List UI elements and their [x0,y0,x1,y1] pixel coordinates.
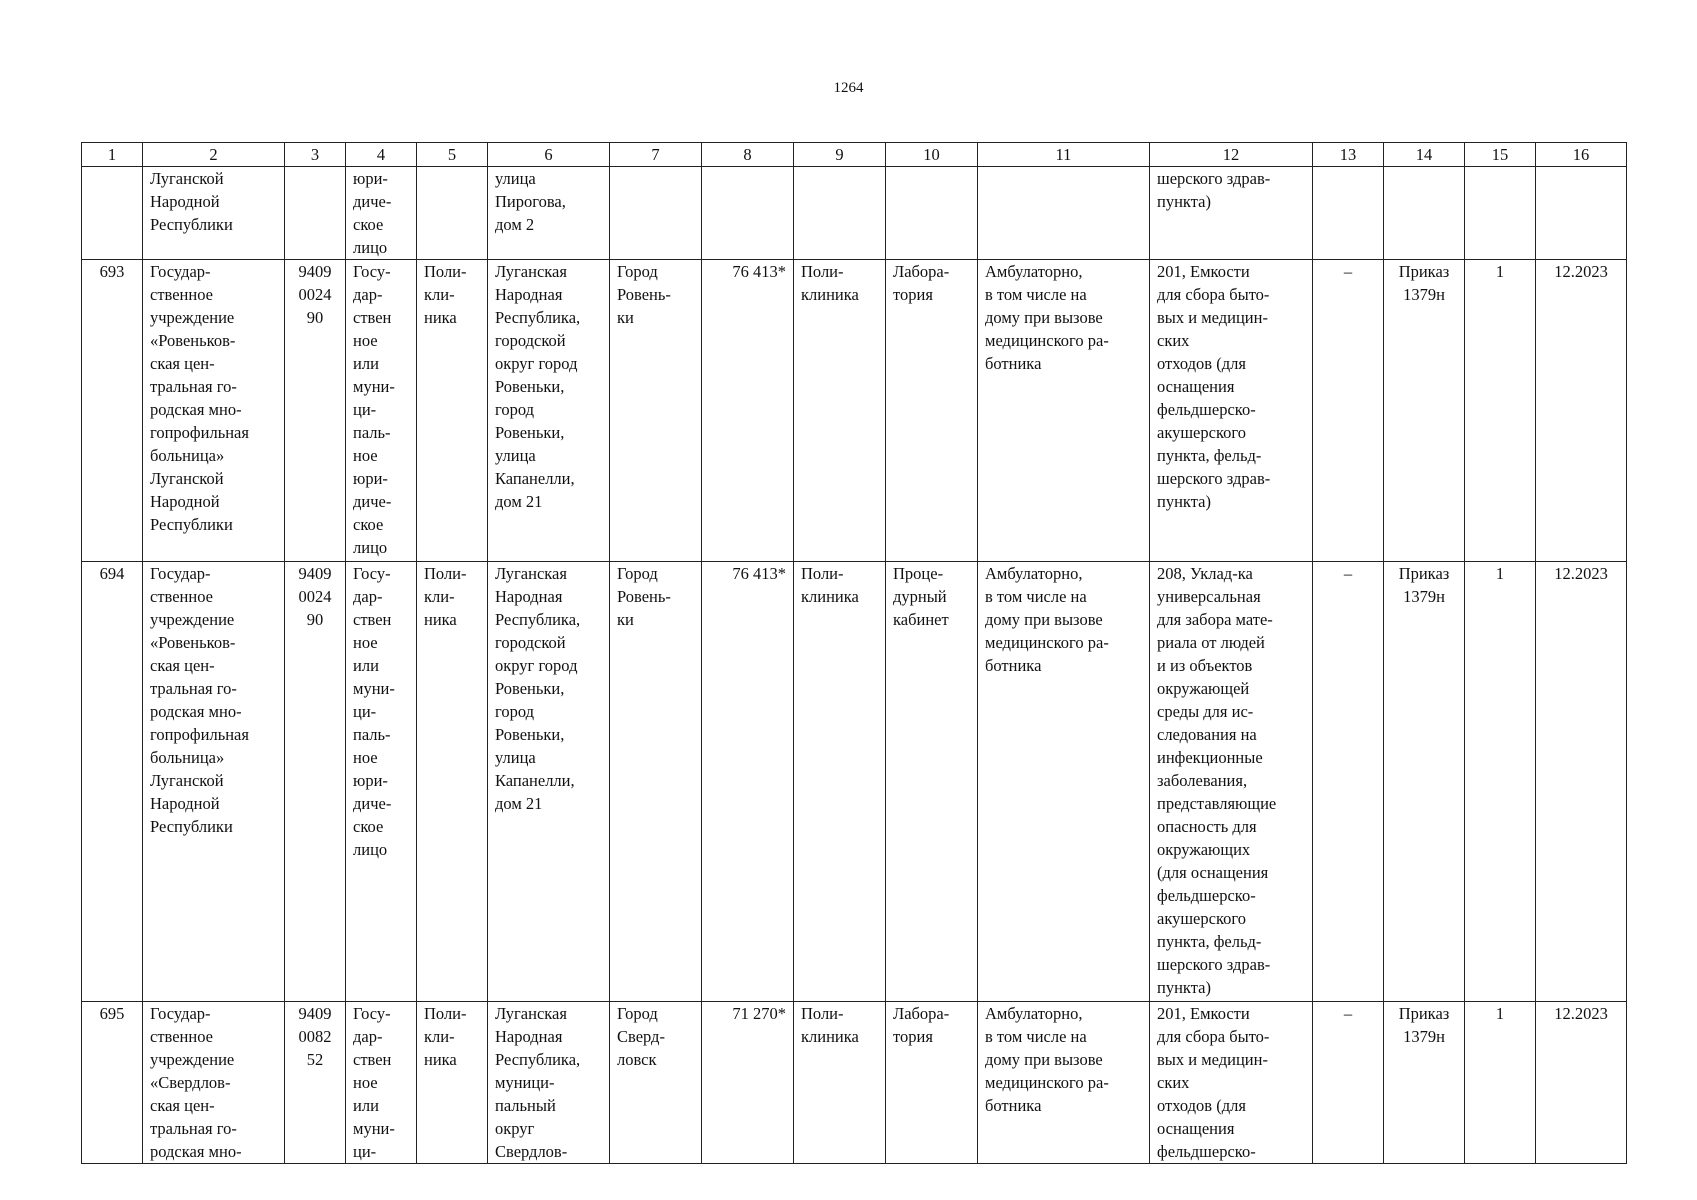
cell-population: 71 270* [702,1002,794,1164]
cell-col13: – [1313,562,1384,1002]
cell-institution: Луганской Народной Республики [143,167,285,260]
cell-number [82,167,143,260]
col-header: 10 [886,143,978,167]
cell-institution: Государ- ственное учреждение «Ровеньков- ская цен- тральная го- родская мно- гопрофильная больница» Луганской Народной Республики [143,260,285,562]
cell-order [1384,167,1465,260]
cell-col13 [1313,167,1384,260]
cell-code: 9409 0024 90 [285,260,346,562]
cell-equipment: 201, Емкости для сбора быто- вых и медицин- ских отходов (для оснащения фельдшерско- акушерского пункта, фельд- шерского здрав- пункта) [1150,260,1313,562]
cell-date [1536,167,1627,260]
cell-legal-form: Госу- дар- ствен ное или муни- ци- паль- ное юри- диче- ское лицо [346,260,417,562]
cell-unit: Лабора- тория [886,1002,978,1164]
cell-legal-form: Госу- дар- ствен ное или муни- ци- паль- ное юри- диче- ское лицо [346,562,417,1002]
col-header: 4 [346,143,417,167]
cell-unit: Проце- дурный кабинет [886,562,978,1002]
cell-address: Луганская Народная Республика, городской округ город Ровеньки, город Ровеньки, улица Капанелли, дом 21 [488,562,610,1002]
page-number: 1264 [833,80,864,96]
cell-address: Луганская Народная Республика, муници- пальный округ Свердлов- [488,1002,610,1164]
header-row [82,143,1627,167]
cell-conditions: Амбулаторно, в том числе на дому при вызове медицинского ра- ботника [978,260,1150,562]
cell-population [702,167,794,260]
col-header: 12 [1150,143,1313,167]
col-header: 15 [1465,143,1536,167]
cell-population: 76 413* [702,562,794,1002]
col-header: 11 [978,143,1150,167]
table-row [82,1002,1627,1164]
cell-number: 695 [82,1002,143,1164]
cell-type [417,167,488,260]
cell-date: 12.2023 [1536,1002,1627,1164]
cell-quantity: 1 [1465,260,1536,562]
cell-institution: Государ- ственное учреждение «Свердлов- ская цен- тральная го- родская мно- [143,1002,285,1164]
cell-locality [610,167,702,260]
cell-type: Поли- кли- ника [417,562,488,1002]
col-header: 16 [1536,143,1627,167]
cell-number: 693 [82,260,143,562]
cell-address: улица Пирогова, дом 2 [488,167,610,260]
cell-department: Поли- клиника [794,562,886,1002]
cell-population: 76 413* [702,260,794,562]
cell-legal-form: юри- диче- ское лицо [346,167,417,260]
cell-equipment: 201, Емкости для сбора быто- вых и медицин- ских отходов (для оснащения фельдшерско- [1150,1002,1313,1164]
col-header: 2 [143,143,285,167]
cell-conditions: Амбулаторно, в том числе на дому при вызове медицинского ра- ботника [978,1002,1150,1164]
cell-locality: Город Ровень- ки [610,562,702,1002]
cell-quantity [1465,167,1536,260]
col-header: 8 [702,143,794,167]
cell-legal-form: Госу- дар- ствен ное или муни- ци- [346,1002,417,1164]
table-row [82,562,1627,1002]
col-header: 7 [610,143,702,167]
cell-code: 9409 0024 90 [285,562,346,1002]
col-header: 5 [417,143,488,167]
table-row [82,260,1627,562]
cell-conditions [978,167,1150,260]
cell-code: 9409 0082 52 [285,1002,346,1164]
cell-quantity: 1 [1465,562,1536,1002]
cell-date: 12.2023 [1536,260,1627,562]
cell-date: 12.2023 [1536,562,1627,1002]
cell-order: Приказ 1379н [1384,1002,1465,1164]
cell-unit [886,167,978,260]
cell-department: Поли- клиника [794,260,886,562]
cell-locality: Город Сверд- ловск [610,1002,702,1164]
cell-institution: Государ- ственное учреждение «Ровеньков- ская цен- тральная го- родская мно- гопрофильная больница» Луганской Народной Республики [143,562,285,1002]
cell-address: Луганская Народная Республика, городской округ город Ровеньки, город Ровеньки, улица Капанелли, дом 21 [488,260,610,562]
cell-col13: – [1313,1002,1384,1164]
registry-table [81,142,1627,1164]
cell-department: Поли- клиника [794,1002,886,1164]
cell-number: 694 [82,562,143,1002]
cell-conditions: Амбулаторно, в том числе на дому при вызове медицинского ра- ботника [978,562,1150,1002]
cell-locality: Город Ровень- ки [610,260,702,562]
cell-department [794,167,886,260]
cell-order: Приказ 1379н [1384,260,1465,562]
cell-unit: Лабора- тория [886,260,978,562]
col-header: 9 [794,143,886,167]
cell-type: Поли- кли- ника [417,260,488,562]
cell-quantity: 1 [1465,1002,1536,1164]
col-header: 13 [1313,143,1384,167]
cell-equipment: 208, Уклад-ка универсальная для забора мате- риала от людей и из объектов окружающей среды для ис- следования на инфекционные заболевания, представляющие опасность для окружающих (для оснащения фельдшерско- акушерского пункта, фельд- шерского здрав- пункта) [1150,562,1313,1002]
cell-type: Поли- кли- ника [417,1002,488,1164]
col-header: 6 [488,143,610,167]
cell-code [285,167,346,260]
col-header: 3 [285,143,346,167]
col-header: 14 [1384,143,1465,167]
table-row [82,167,1627,260]
cell-order: Приказ 1379н [1384,562,1465,1002]
col-header: 1 [82,143,143,167]
cell-equipment: шерского здрав- пункта) [1150,167,1313,260]
cell-col13: – [1313,260,1384,562]
